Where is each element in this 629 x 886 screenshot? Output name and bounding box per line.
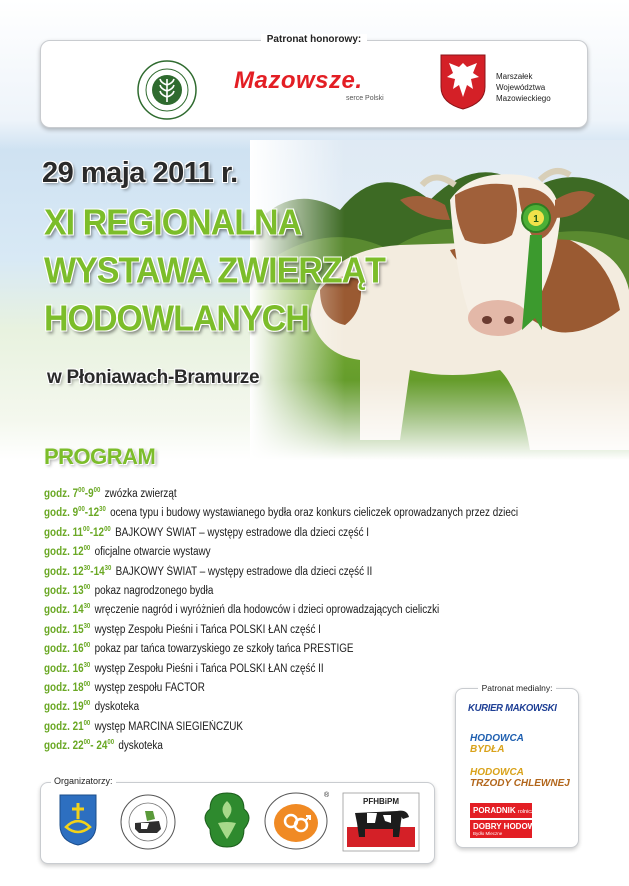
program-time bbox=[44, 643, 90, 655]
program-start-hour: 9 bbox=[72, 507, 79, 520]
program-start-minutes: 00 bbox=[78, 506, 85, 514]
program-time bbox=[44, 701, 90, 713]
program-item bbox=[44, 660, 594, 679]
program-time bbox=[44, 527, 111, 539]
hodowca-trzody-line-1: HODOWCA bbox=[470, 767, 524, 778]
title-line-2: WYSTAWA ZWIERZĄT bbox=[44, 251, 385, 291]
program-godz-label: godz. bbox=[44, 701, 70, 714]
program-start-hour: 21 bbox=[72, 720, 84, 733]
program-start-hour: 12 bbox=[72, 565, 84, 578]
kurier-makowski-logo: KURIER MAKOWSKI bbox=[468, 703, 557, 714]
marshal-line-1: Marszałek bbox=[496, 72, 533, 81]
program-end-hour: 12 bbox=[93, 526, 105, 539]
program-time-separator: - bbox=[90, 565, 94, 578]
program-item bbox=[44, 621, 594, 640]
program-time bbox=[44, 546, 90, 558]
program-godz-label: godz. bbox=[44, 584, 70, 597]
media-patronage-box bbox=[455, 683, 579, 848]
program-start-minutes: 00 bbox=[83, 739, 91, 747]
gmina-coat-of-arms bbox=[58, 793, 98, 852]
program-item bbox=[44, 563, 594, 582]
poradnik-label: PORADNIK bbox=[473, 806, 516, 815]
event-location: w Płoniawach-Bramurze bbox=[47, 367, 260, 388]
program-godz-label: godz. bbox=[44, 740, 70, 753]
hodowca-bydla-line-1: HODOWCA bbox=[470, 733, 524, 744]
patronage-box bbox=[40, 34, 588, 128]
program-end-minutes: 00 bbox=[107, 739, 115, 747]
program-time bbox=[44, 507, 106, 519]
organizers-title: Organizatorzy: bbox=[51, 776, 116, 786]
program-end-minutes: 30 bbox=[104, 564, 112, 572]
program-description: dyskoteka bbox=[94, 701, 140, 714]
program-description: BAJKOWY ŚWIAT – występy estradowe dla dzieci część II bbox=[115, 565, 373, 578]
program-end-minutes: 00 bbox=[104, 525, 111, 533]
program-godz-label: godz. bbox=[44, 681, 70, 694]
breeding-center-logo bbox=[263, 791, 329, 856]
title-line-1: XI REGIONALNA bbox=[44, 203, 302, 243]
program-heading: PROGRAM bbox=[44, 444, 156, 469]
program-description: BAJKOWY ŚWIAT – występy estradowe dla dzieci część I bbox=[115, 526, 370, 539]
odr-logo bbox=[198, 789, 256, 856]
program-time bbox=[44, 585, 90, 597]
program-godz-label: godz. bbox=[44, 526, 70, 539]
program-start-minutes: 30 bbox=[83, 603, 91, 611]
program-start-hour: 13 bbox=[72, 584, 84, 597]
dobry-hodowca-logo bbox=[470, 820, 547, 838]
marshal-line-3: Mazowieckiego bbox=[496, 94, 551, 103]
dobry-hodowca-label: DOBRY HODOWCA bbox=[473, 822, 547, 831]
program-end-minutes: 30 bbox=[99, 506, 106, 514]
program-start-minutes: 00 bbox=[83, 719, 91, 727]
program-description: wręczenie nagród i wyróżnień dla hodowców i dzieci oprowadzających cieliczki bbox=[94, 604, 440, 617]
program-description: dyskoteka bbox=[118, 740, 163, 753]
patronage-title: Patronat honorowy: bbox=[261, 34, 367, 45]
program-start-hour: 12 bbox=[72, 546, 84, 559]
program-description: pokaz nagrodzonego bydła bbox=[94, 584, 214, 597]
program-start-minutes: 00 bbox=[83, 545, 91, 553]
program-start-hour: 7 bbox=[72, 488, 79, 500]
program-item bbox=[44, 524, 594, 543]
program-description: zwózka zwierząt bbox=[104, 488, 177, 500]
program-description: ocena typu i budowy wystawianego bydła oraz konkurs cieliczek oprowadzanych przez dzieci bbox=[110, 507, 519, 520]
program-time-separator: - bbox=[84, 488, 89, 500]
program-time bbox=[44, 663, 90, 675]
program-start-hour: 22 bbox=[72, 740, 84, 753]
hodowca-bydla-logo bbox=[470, 733, 524, 755]
program-godz-label: godz. bbox=[44, 565, 70, 578]
program-start-minutes: 00 bbox=[83, 584, 91, 592]
program-start-hour: 15 bbox=[72, 623, 84, 636]
program-end-hour: 9 bbox=[88, 488, 94, 500]
hodowca-bydla-line-2: BYDŁA bbox=[470, 744, 505, 755]
program-description: występ Zespołu Pieśni i Tańca POLSKI ŁAN część I bbox=[94, 623, 321, 636]
program-end-hour: 24 bbox=[96, 740, 108, 753]
program-start-minutes: 00 bbox=[83, 681, 91, 689]
program-start-minutes: 30 bbox=[83, 564, 91, 572]
program-godz-label: godz. bbox=[44, 643, 70, 656]
program-start-minutes: 00 bbox=[83, 642, 91, 650]
program-start-minutes: 00 bbox=[78, 487, 85, 495]
program-description: występ Zespołu Pieśni i Tańca POLSKI ŁAN część II bbox=[94, 662, 324, 675]
program-godz-label: godz. bbox=[44, 507, 70, 520]
mazovia-coat-of-arms bbox=[439, 53, 487, 111]
hodowca-trzody-line-2: TRZODY CHLEWNEJ bbox=[470, 778, 570, 789]
program-item bbox=[44, 601, 594, 620]
mazowsze-logo bbox=[234, 67, 394, 107]
program-end-minutes: 00 bbox=[93, 487, 101, 495]
program-start-hour: 14 bbox=[72, 604, 84, 617]
program-end-hour: 14 bbox=[93, 565, 105, 578]
program-godz-label: godz. bbox=[44, 546, 70, 559]
program-godz-label: godz. bbox=[44, 662, 70, 675]
mazowsze-word: Mazowsze. bbox=[234, 67, 363, 94]
title-line-3: HODOWLANYCH bbox=[44, 299, 309, 339]
program-godz-label: godz. bbox=[44, 604, 70, 617]
marshal-text bbox=[496, 71, 551, 104]
program-item bbox=[44, 582, 594, 601]
program-description: pokaz par tańca towarzyskiego ze szkoły tańca PRESTIGE bbox=[94, 643, 354, 656]
ministry-logo bbox=[136, 59, 198, 121]
program-start-hour: 18 bbox=[72, 681, 84, 694]
pfhbipm-logo bbox=[341, 791, 421, 858]
program-godz-label: godz. bbox=[44, 720, 70, 733]
program-time-separator: - bbox=[90, 740, 97, 753]
program-time bbox=[44, 488, 100, 500]
marshal-line-2: Województwa bbox=[496, 83, 546, 92]
program-start-hour: 16 bbox=[72, 643, 84, 656]
program-start-minutes: 00 bbox=[83, 700, 91, 708]
program-start-minutes: 30 bbox=[83, 622, 91, 630]
media-title: Patronat medialny: bbox=[478, 683, 557, 693]
poradnik-small: rolniczy bbox=[517, 809, 537, 815]
poradnik-rolniczy-logo bbox=[470, 803, 537, 818]
program-time bbox=[44, 566, 111, 578]
program-start-hour: 19 bbox=[72, 701, 84, 714]
program-description: występ zespołu FACTOR bbox=[94, 681, 205, 694]
program-godz-label: godz. bbox=[44, 623, 70, 636]
program-time bbox=[44, 624, 90, 636]
hodowca-trzody-logo bbox=[470, 767, 570, 789]
program-time bbox=[44, 740, 114, 752]
program-time-separator: - bbox=[89, 526, 94, 539]
breeders-association-logo bbox=[119, 793, 177, 856]
program-time bbox=[44, 682, 90, 694]
program-end-hour: 12 bbox=[88, 507, 100, 520]
program-item bbox=[44, 504, 594, 523]
mazowsze-subtitle: serce Polski bbox=[346, 95, 384, 102]
program-item bbox=[44, 543, 594, 562]
dobry-hodowca-small: Bydło Mleczne bbox=[473, 831, 503, 836]
svg-text:®: ® bbox=[324, 792, 329, 799]
program-description: występ MARCINA SIEGIEŃCZUK bbox=[94, 720, 243, 733]
program-time-separator: - bbox=[84, 507, 89, 520]
program-time bbox=[44, 604, 90, 616]
pfhbipm-label: PFHBiPM bbox=[363, 797, 399, 806]
program-item bbox=[44, 485, 594, 504]
program-time bbox=[44, 721, 90, 733]
program-start-minutes: 30 bbox=[83, 661, 91, 669]
program-item bbox=[44, 640, 594, 659]
organizers-box bbox=[40, 776, 435, 864]
program-start-minutes: 00 bbox=[83, 525, 90, 533]
program-description: oficjalne otwarcie wystawy bbox=[94, 546, 211, 559]
program-start-hour: 16 bbox=[72, 662, 84, 675]
program-godz-label: godz. bbox=[44, 488, 70, 500]
program-start-hour: 11 bbox=[72, 526, 84, 539]
event-date: 29 maja 2011 r. bbox=[42, 157, 238, 189]
